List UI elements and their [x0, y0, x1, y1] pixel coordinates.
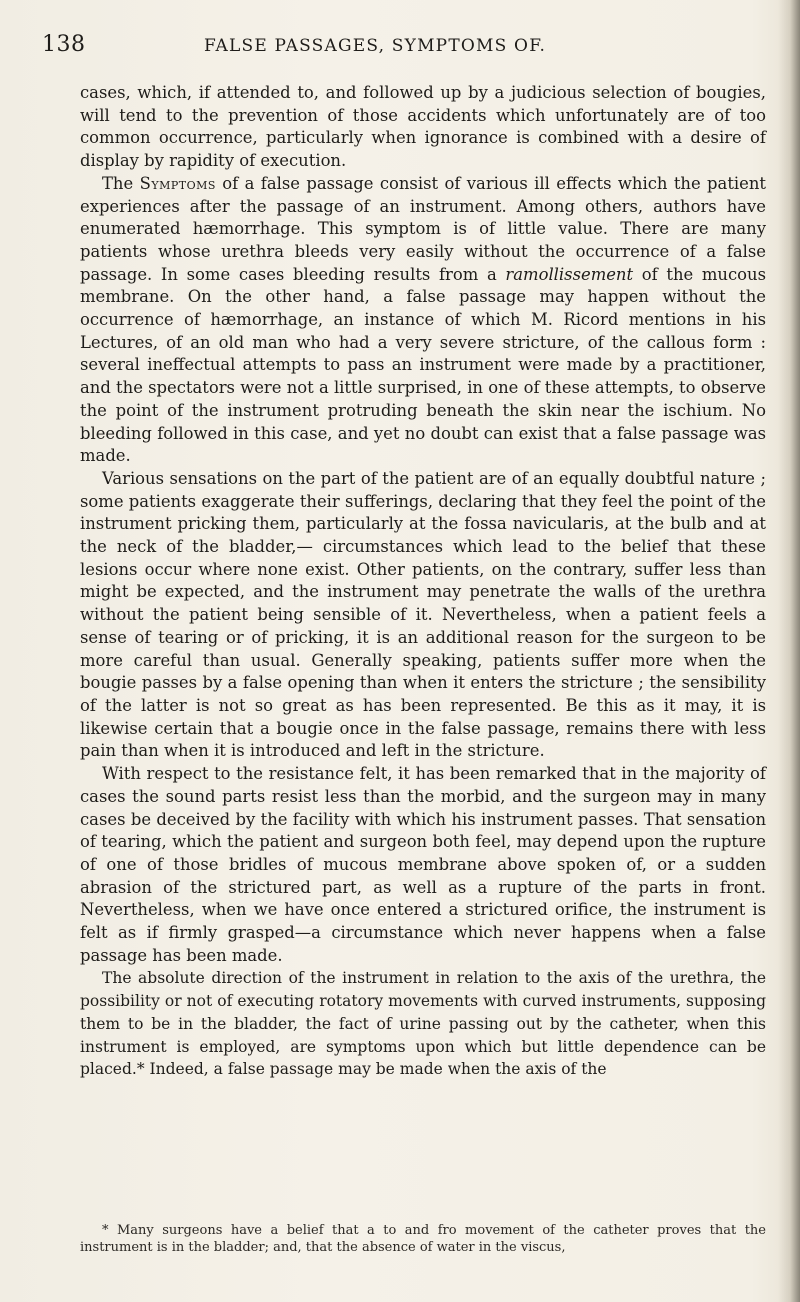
paragraph: Various sensations on the part of the patient are of an equally doubtful nature ; some patients exaggerate their sufferings, declaring that they feel the point of the instrument pricking them, particularly at the fossa navicularis, at the bulb and at the neck of the bladder,— circumstances which lead to the belief that these lesions occur where none exist. Other patients, on the contrary, suffer less than might be expected, and the instrument may penetrate the walls of the urethra without the patient being sensible of it. Nevertheless, when a patient feels a sense of tearing or of pricking, it is an additional reason for the surgeon to be more careful than usual. Generally speaking, patients suffer more when the bougie passes by a false opening than when it enters the stricture ; the sensibility of the latter is not so great as has been represented. Be this as it may, it is likewise certain that a bougie once in the false passage, remains there with less pain than when it is introduced and left in the stricture. [80, 468, 766, 761]
paragraph: The absolute direction of the instrument in relation to the axis of the urethra, the possibility or not of executing rotatory movements with curved instruments, supposing them to be in the bladder, the fact of urine passing out by the catheter, when this instrument is employed, are symptoms upon which but little dependence can be placed.* Indeed, a false passage may be made when the axis of the [80, 969, 766, 1079]
page-edge-shadow [778, 0, 800, 1302]
small-caps-term: Symptoms [139, 173, 216, 193]
paragraph: The Symptoms of a false passage consist of various ill effects which the patient experiences after the passage of an instrument. Among others, authors have enumerated hæmorrhage. This symptom is of little value. There are many patients whose urethra bleeds very easily without the occurrence of a false passage. In some cases bleeding results from a ramollissement of the mucous membrane. On the other hand, a false passage may happen without the occurrence of hæmorrhage, an instance of which M. Ricord mentions in his Lectures, of an old man who had a very severe stricture, of the callous form : several ineffectual attempts to pass an instrument were made by a practitioner, and the spectators were not a little surprised, in one of these attempts, to observe the point of the instrument protruding beneath the skin near the ischium. No bleeding followed in this case, and yet no doubt can exist that a false passage was made. [80, 173, 766, 466]
paragraph: cases, which, if attended to, and followed up by a judicious selection of bougies, will tend to the prevention of those accidents which unfortunately are of too common occurrence, particularly when ignorance is combined with a desire of display by rapidity of execution. [80, 83, 766, 171]
footnote: * Many surgeons have a belief that a to and fro movement of the catheter proves that the instrument is in the bladder; and, that the absence of water in the viscus, [80, 1223, 766, 1255]
running-head: FALSE PASSAGES, SYMPTOMS OF. [204, 36, 547, 56]
page-header [0, 32, 800, 62]
paragraph: With respect to the resistance felt, it has been remarked that in the majority of cases the sound parts resist less than the morbid, and the surgeon may in many cases be deceived by the facility with which his instrument passes. That sensation of tearing, which the patient and surgeon both feel, may depend upon the rupture of one of those bridles of mucous membrane above spoken of, or a sudden abrasion of the strictured part, as well as a rupture of the parts in front. Nevertheless, when we have once entered a strictured orifice, the instrument is felt as if firmly grasped—a circumstance which never happens when a false passage has been made. [80, 764, 766, 965]
page-number: 138 [42, 32, 86, 57]
italic-term: ramollissement [505, 264, 634, 284]
body-text [80, 82, 766, 1081]
